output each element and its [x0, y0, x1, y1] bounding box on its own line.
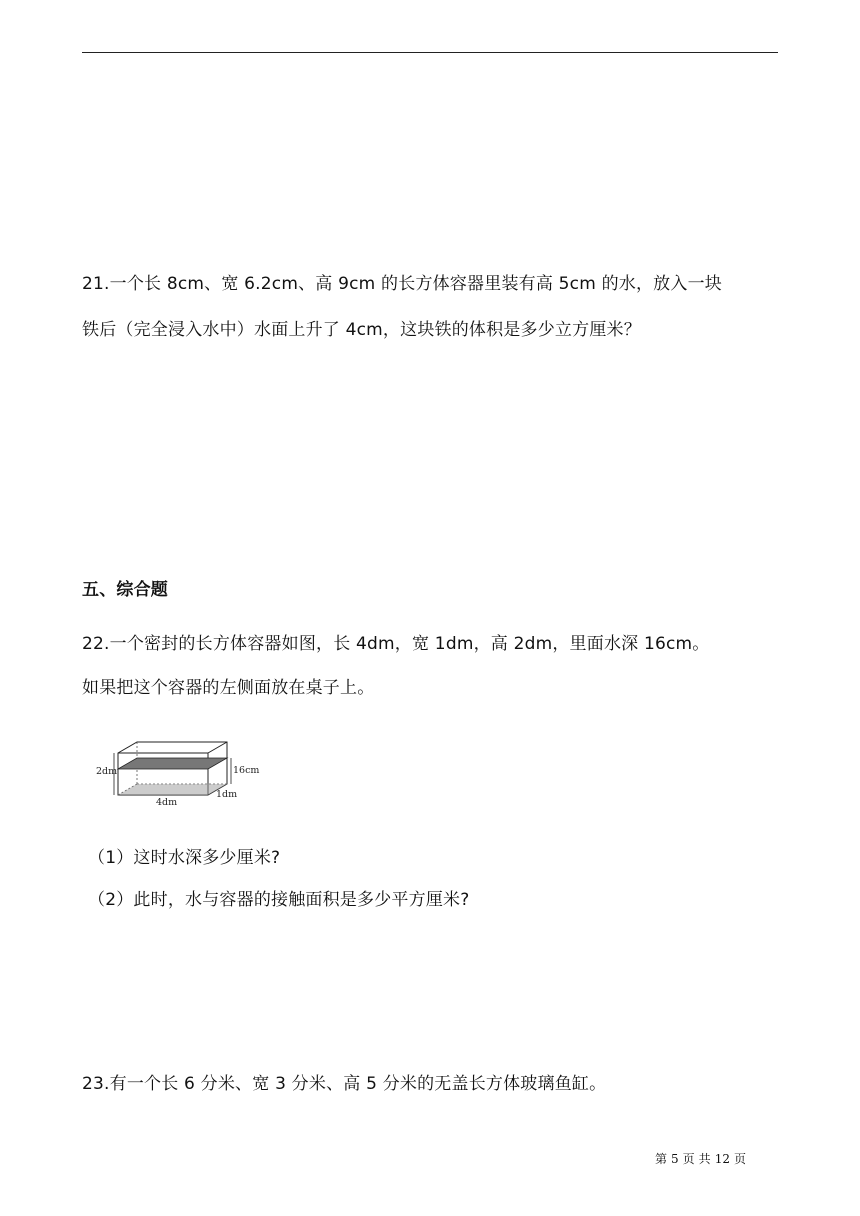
- label-height: 2dm: [96, 766, 118, 777]
- water-surface: [118, 758, 227, 769]
- footer-total: 12: [714, 1152, 730, 1166]
- label-water-depth: 16cm: [233, 765, 260, 776]
- header-rule: [82, 52, 778, 53]
- footer-di: 第: [655, 1152, 668, 1166]
- q22-sub2: （2）此时，水与容器的接触面积是多少平方厘米?: [88, 890, 470, 910]
- container-figure: [96, 738, 266, 808]
- label-length: 4dm: [156, 797, 178, 808]
- footer-ye1: 页: [682, 1152, 695, 1166]
- footer-page: 5: [671, 1152, 679, 1166]
- q22-sub1: （1）这时水深多少厘米?: [88, 848, 281, 868]
- footer-ye2: 页: [733, 1152, 746, 1166]
- footer-gong: 共: [698, 1152, 711, 1166]
- label-width: 1dm: [216, 789, 238, 800]
- q23-line1: 23.有一个长 6 分米、宽 3 分米、高 5 分米的无盖长方体玻璃鱼缸。: [82, 1074, 607, 1094]
- q21-line2: 铁后（完全浸入水中）水面上升了 4cm，这块铁的体积是多少立方厘米？: [82, 320, 641, 340]
- page-footer: [655, 1150, 750, 1167]
- section5-title: 五、综合题: [82, 580, 168, 600]
- q22-line2: 如果把这个容器的左侧面放在桌子上。: [82, 678, 375, 698]
- q22-line1: 22.一个密封的长方体容器如图，长 4dm，宽 1dm，高 2dm，里面水深 16cm。: [82, 634, 710, 654]
- q21-line1: 21.一个长 8cm、宽 6.2cm、高 9cm 的长方体容器里装有高 5cm 的水，放入一块: [82, 274, 722, 294]
